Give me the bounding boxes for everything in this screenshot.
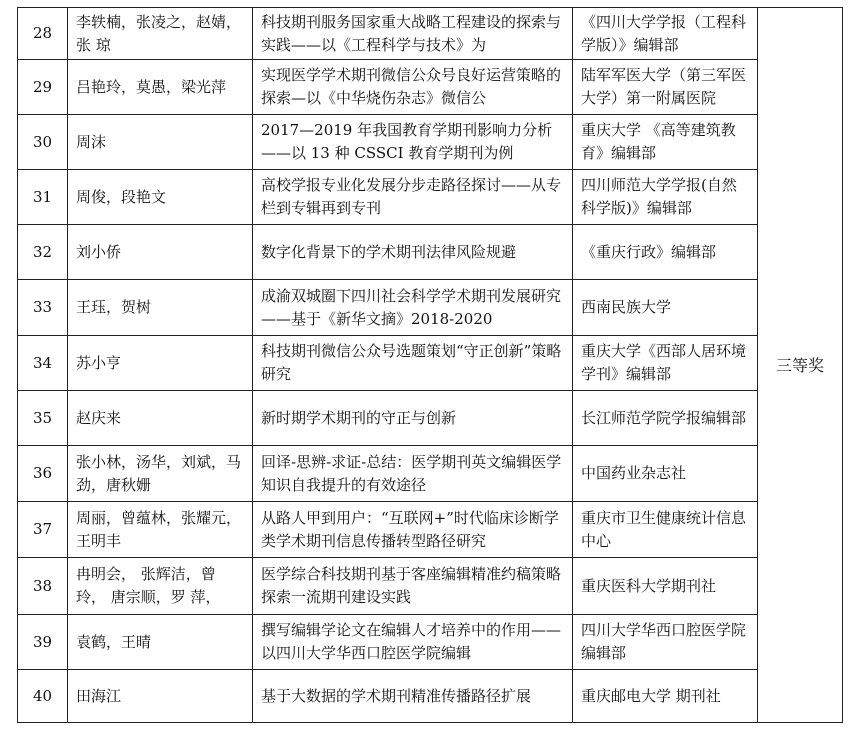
row-title: 新时期学术期刊的守正与创新 <box>253 391 573 446</box>
row-title: 实现医学学术期刊微信公众号良好运营策略的探索—以《中华烧伤杂志》微信公 <box>253 60 573 115</box>
row-number: 33 <box>18 280 68 336</box>
table-row <box>18 280 843 336</box>
row-title: 高校学报专业化发展分步走路径探讨——从专栏到专辑再到专刊 <box>253 170 573 225</box>
row-authors: 苏小亨 <box>68 336 253 391</box>
row-unit: 四川大学华西口腔医学院编辑部 <box>573 615 758 670</box>
table-row <box>18 336 843 391</box>
row-title: 2017—2019 年我国教育学期刊影响力分析 ——以 13 种 CSSCI 教育学期刊为例 <box>253 115 573 170</box>
row-authors: 李轶楠，张凌之，赵婧，张 琼 <box>68 8 253 60</box>
table-row <box>18 115 843 170</box>
row-unit: 中国药业杂志社 <box>573 446 758 502</box>
row-title: 成渝双城圈下四川社会科学学术期刊发展研究——基于《新华文摘》2018-2020 <box>253 280 573 336</box>
row-authors: 袁鹤，王晴 <box>68 615 253 670</box>
row-number: 38 <box>18 558 68 615</box>
row-unit: 重庆医科大学期刊社 <box>573 558 758 615</box>
row-number: 37 <box>18 502 68 558</box>
table-row <box>18 60 843 115</box>
row-authors: 刘小侨 <box>68 225 253 280</box>
row-number: 39 <box>18 615 68 670</box>
row-number: 40 <box>18 670 68 723</box>
row-title: 医学综合科技期刊基于客座编辑精准约稿策略探索一流期刊建设实践 <box>253 558 573 615</box>
row-unit: 陆军军医大学（第三军医大学）第一附属医院 <box>573 60 758 115</box>
row-unit: 四川师范大学学报(自然科学版)》编辑部 <box>573 170 758 225</box>
row-number: 36 <box>18 446 68 502</box>
row-authors: 冉明会， 张辉洁，曾玲， 唐宗顺，罗 萍， <box>68 558 253 615</box>
table-row <box>18 391 843 446</box>
table-row <box>18 558 843 615</box>
row-authors: 赵庆来 <box>68 391 253 446</box>
table-row <box>18 446 843 502</box>
table-row <box>18 670 843 723</box>
row-unit: 重庆邮电大学 期刊社 <box>573 670 758 723</box>
row-number: 34 <box>18 336 68 391</box>
table-row <box>18 170 843 225</box>
row-unit: 西南民族大学 <box>573 280 758 336</box>
row-authors: 吕艳玲，莫愚，梁光萍 <box>68 60 253 115</box>
table-row <box>18 615 843 670</box>
row-title: 从路人甲到用户：“互联网+”时代临床诊断学类学术期刊信息传播转型路径研究 <box>253 502 573 558</box>
row-title: 回译-思辨-求证-总结：医学期刊英文编辑医学知识自我提升的有效途径 <box>253 446 573 502</box>
table-row <box>18 8 843 60</box>
row-title: 科技期刊微信公众号选题策划“守正创新”策略研究 <box>253 336 573 391</box>
row-number: 31 <box>18 170 68 225</box>
row-authors: 田海江 <box>68 670 253 723</box>
row-authors: 周沫 <box>68 115 253 170</box>
award-level: 三等奖 <box>758 8 843 723</box>
row-number: 28 <box>18 8 68 60</box>
row-number: 30 <box>18 115 68 170</box>
row-number: 32 <box>18 225 68 280</box>
row-title: 基于大数据的学术期刊精准传播路径扩展 <box>253 670 573 723</box>
row-unit: 重庆大学《西部人居环境学刊》编辑部 <box>573 336 758 391</box>
row-unit: 《重庆行政》编辑部 <box>573 225 758 280</box>
row-unit: 重庆大学 《高等建筑教育》编辑部 <box>573 115 758 170</box>
row-authors: 周俊，段艳文 <box>68 170 253 225</box>
row-title: 撰写编辑学论文在编辑人才培养中的作用——以四川大学华西口腔医学院编辑 <box>253 615 573 670</box>
row-authors: 张小林，汤华，刘斌，马劲，唐秋姗 <box>68 446 253 502</box>
row-number: 35 <box>18 391 68 446</box>
row-authors: 周丽，曾蕴林，张耀元，王明丰 <box>68 502 253 558</box>
row-authors: 王珏，贺树 <box>68 280 253 336</box>
row-unit: 重庆市卫生健康统计信息中心 <box>573 502 758 558</box>
row-title: 科技期刊服务国家重大战略工程建设的探索与实践——以《工程科学与技术》为 <box>253 8 573 60</box>
row-unit: 长江师范学院学报编辑部 <box>573 391 758 446</box>
row-unit: 《四川大学学报（工程科学版）》编辑部 <box>573 8 758 60</box>
table-row <box>18 502 843 558</box>
row-title: 数字化背景下的学术期刊法律风险规避 <box>253 225 573 280</box>
table-row <box>18 225 843 280</box>
awards-table <box>17 7 843 723</box>
row-number: 29 <box>18 60 68 115</box>
